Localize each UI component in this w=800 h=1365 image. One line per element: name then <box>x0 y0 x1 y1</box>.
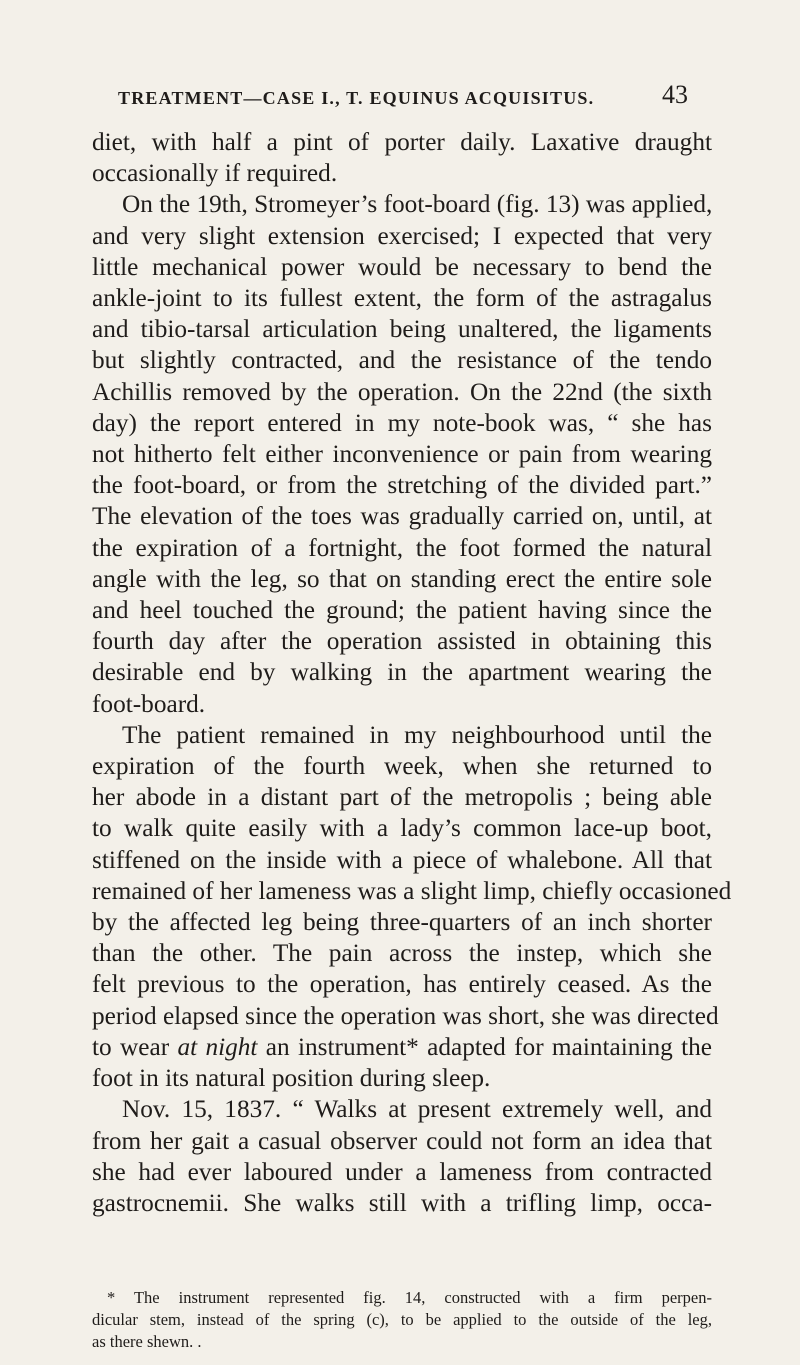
body-line: expiration of the fourth week, when she returned to <box>92 752 712 781</box>
emphasis-at-night: at night <box>177 1032 258 1061</box>
body-line: than the other. The pain across the instep, which she <box>92 939 712 968</box>
body-line: On the 19th, Stromeyer’s foot-board (fig. 13) was applied, <box>122 190 713 219</box>
body-line: angle with the leg, so that on standing erect the entire sole <box>92 564 712 593</box>
body-line: The elevation of the toes was gradually carried on, until, at <box>92 502 712 531</box>
body-line: but slightly contracted, and the resistance of the tendo <box>92 346 712 375</box>
body-line: to wear at night an instrument* adapted for maintaining the <box>92 1032 712 1061</box>
body-line: the foot-board, or from the stretching of the divided part.” <box>92 471 712 500</box>
body-line: to walk quite easily with a lady’s common lace-up boot, <box>92 814 712 843</box>
body-line: by the affected leg being three-quarters of an inch shorter <box>92 908 712 937</box>
footnote-line: as there shewn. . <box>92 1332 202 1351</box>
running-head: TREATMENT—CASE I., T. EQUINUS ACQUISITUS. <box>118 88 595 108</box>
body-line: gastrocnemii. She walks still with a trifling limp, occa- <box>92 1188 712 1217</box>
body-line: stiffened on the inside with a piece of whalebone. All that <box>92 845 712 874</box>
body-line: period elapsed since the operation was short, she was directed <box>92 1001 719 1030</box>
body-line: Achillis removed by the operation. On the 22nd (the sixth <box>92 377 712 406</box>
body-line: fourth day after the operation assisted in obtaining this <box>92 627 712 656</box>
body-line: and very slight extension exercised; I expected that very <box>92 221 712 250</box>
body-line: not hitherto felt either inconvenience or pain from wearing <box>92 440 712 469</box>
body-line: foot-board. <box>92 689 206 718</box>
body-line: occasionally if required. <box>92 159 338 188</box>
body-line: she had ever laboured under a lameness from contracted <box>92 1157 712 1186</box>
body-line: remained of her lameness was a slight limp, chiefly occasioned <box>92 876 732 905</box>
footnote-line: dicular stem, instead of the spring (c), to be applied to the outside of the leg, <box>92 1310 712 1329</box>
footnote <box>92 1287 712 1353</box>
body-line: her abode in a distant part of the metropolis ; being able <box>92 783 712 812</box>
body-line: foot in its natural position during sleep. <box>92 1064 491 1093</box>
page-header <box>118 80 688 116</box>
page-number: 43 <box>662 80 688 109</box>
body-line: felt previous to the operation, has entirely ceased. As the <box>92 970 712 999</box>
body-line: diet, with half a pint of porter daily. Laxative draught <box>92 128 712 156</box>
body-line: and tibio-tarsal articulation being unaltered, the ligaments <box>92 315 712 344</box>
body-line: the expiration of a fortnight, the foot formed the natural <box>92 533 712 562</box>
body-line: little mechanical power would be necessary to bend the <box>92 252 712 281</box>
body-line: desirable end by walking in the apartment wearing the <box>92 658 712 687</box>
body-line: ankle-joint to its fullest extent, the form of the astragalus <box>92 284 712 313</box>
footnote-line: * The instrument represented fig. 14, constructed with a firm perpen- <box>107 1288 712 1307</box>
body-line: The patient remained in my neighbourhood until the <box>122 720 712 749</box>
body-line: Nov. 15, 1837. “ Walks at present extremely well, and <box>122 1095 712 1124</box>
body-line: and heel touched the ground; the patient having since the <box>92 596 712 625</box>
body-text <box>92 127 732 1219</box>
body-line: day) the report entered in my note-book was, “ she has <box>92 408 712 437</box>
body-line: from her gait a casual observer could not form an idea that <box>92 1126 712 1155</box>
